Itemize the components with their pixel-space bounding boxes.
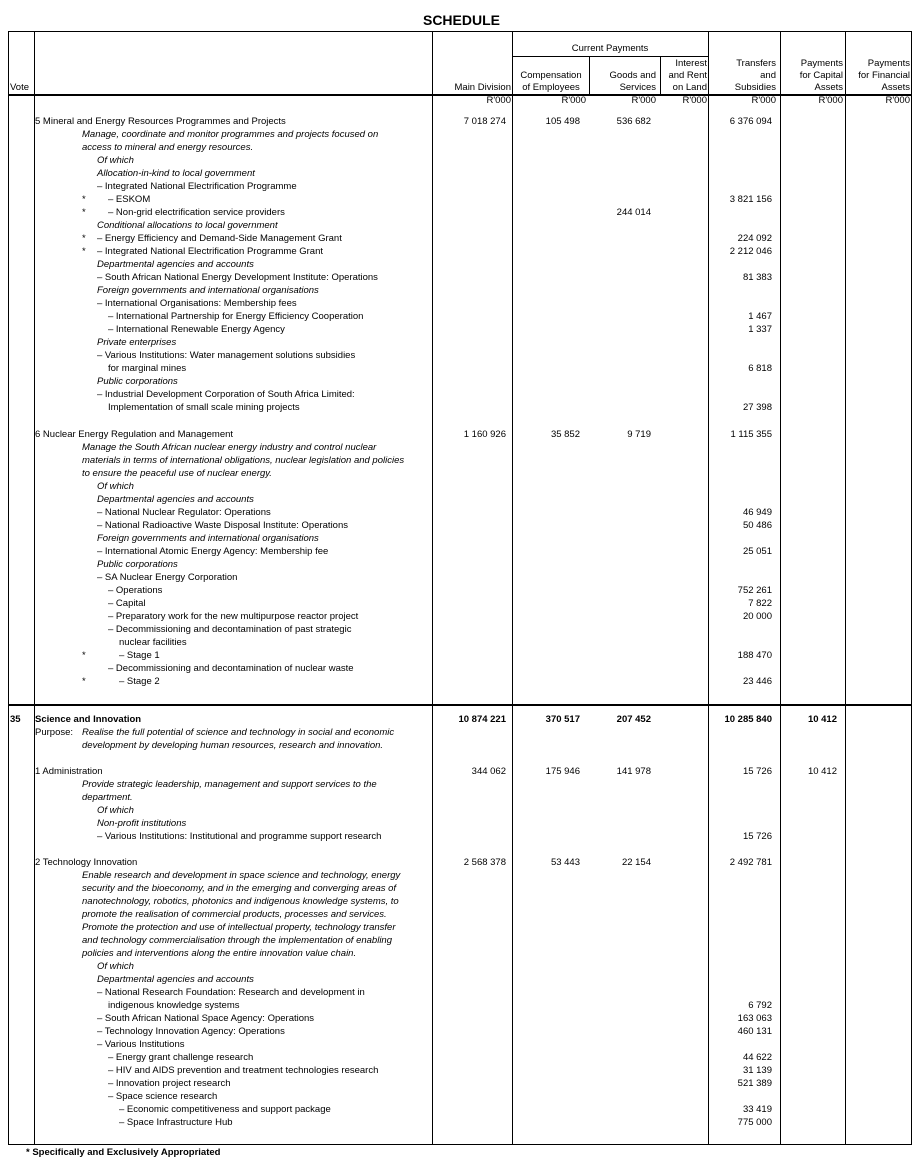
amount-cell: 44 622: [742, 1052, 772, 1063]
amount-cell: 35 852: [550, 429, 580, 440]
row-label: department.: [82, 792, 133, 803]
row-label: Non-profit institutions: [97, 818, 187, 829]
row-label: and technology commercialisation through the implementation of enabling: [82, 935, 392, 946]
column-rule: [432, 31, 433, 1145]
amount-cell: 6 818: [748, 363, 772, 374]
row-label: – Industrial Development Corporation of South Africa Limited:: [97, 389, 355, 400]
row-label: nuclear facilities: [119, 637, 187, 648]
row-label: Purpose:: [35, 727, 74, 738]
row-label: policies and interventions along the entire innovation value chain.: [82, 948, 357, 959]
row-label: Science and Innovation: [35, 714, 142, 725]
interest-rent-header: Interest and Rent on Land: [668, 58, 707, 93]
amount-cell: 1 467: [748, 311, 772, 322]
row-label: – National Radioactive Waste Disposal Institute: Operations: [97, 520, 348, 531]
amount-cell: 7 822: [748, 598, 772, 609]
amount-cell: 175 946: [545, 766, 580, 777]
row-label: Departmental agencies and accounts: [97, 259, 254, 270]
amount-cell: 10 412: [807, 766, 837, 777]
row-label: Of which: [97, 155, 134, 166]
row-label: 6 Nuclear Energy Regulation and Management: [35, 429, 234, 440]
row-label: – International Partnership for Energy Efficiency Cooperation: [108, 311, 364, 322]
row-label: Foreign governments and international organisations: [97, 533, 319, 544]
appropriation-marker: *: [82, 194, 86, 205]
amount-cell: 9 719: [627, 429, 651, 440]
unit-label: R'000: [682, 95, 707, 106]
amount-cell: 15 726: [742, 831, 772, 842]
amount-cell: 1 337: [748, 324, 772, 335]
appropriation-marker: *: [82, 246, 86, 257]
row-label: – Various Institutions: Water management solutions subsidies: [97, 350, 356, 361]
vote-number: 35: [10, 714, 21, 725]
purpose-text: Realise the full potential of science and technology in social and economic: [82, 727, 395, 738]
row-label: – Decommissioning and decontamination of nuclear waste: [108, 663, 354, 674]
amount-cell: 6 376 094: [729, 116, 772, 127]
row-label: – South African National Energy Development Institute: Operations: [97, 272, 378, 283]
row-label: – National Nuclear Regulator: Operations: [97, 507, 271, 518]
row-label: Of which: [97, 961, 134, 972]
row-label: 5 Mineral and Energy Resources Programmes and Projects: [35, 116, 286, 127]
row-label: – International Renewable Energy Agency: [108, 324, 285, 335]
amount-cell: 15 726: [742, 766, 772, 777]
row-label: Of which: [97, 805, 134, 816]
row-label: Public corporations: [97, 376, 178, 387]
row-label: – Capital: [108, 598, 146, 609]
amount-cell: 50 486: [742, 520, 772, 531]
row-label: Private enterprises: [97, 337, 177, 348]
amount-cell: 224 092: [737, 233, 772, 244]
amount-cell: 6 792: [748, 1000, 772, 1011]
row-label: promote the realisation of commercial products, processes and services.: [82, 909, 387, 920]
amount-cell: 10 874 221: [458, 714, 506, 725]
unit-label: R'000: [885, 95, 910, 106]
row-label: – Non-grid electrification service providers: [108, 207, 285, 218]
row-label: Enable research and development in space science and technology, energy: [82, 870, 401, 881]
amount-cell: 23 446: [742, 676, 772, 687]
row-label: – International Organisations: Membership fees: [97, 298, 297, 309]
amount-cell: 3 821 156: [729, 194, 772, 205]
amount-cell: 244 014: [616, 207, 651, 218]
amount-cell: 81 383: [742, 272, 772, 283]
row-label: 2 Technology Innovation: [35, 857, 138, 868]
row-label: – Innovation project research: [108, 1078, 231, 1089]
section-separator: [8, 704, 912, 706]
row-label: materials in terms of international obligations, nuclear legislation and policies: [82, 455, 405, 466]
unit-label: R'000: [631, 95, 656, 106]
amount-cell: 2 568 378: [463, 857, 506, 868]
current-payments-header: Current Payments: [571, 43, 649, 54]
column-rule: [780, 31, 781, 1145]
amount-cell: 775 000: [737, 1117, 772, 1128]
transfers-header: Transfers and Subsidies: [734, 58, 776, 93]
page-title: SCHEDULE: [422, 12, 500, 28]
row-label: – Stage 2: [119, 676, 160, 687]
unit-label: R'000: [561, 95, 586, 106]
vote-header: Vote: [10, 82, 30, 93]
row-label: – Stage 1: [119, 650, 160, 661]
row-label: – Technology Innovation Agency: Operations: [97, 1026, 285, 1037]
amount-cell: 521 389: [737, 1078, 772, 1089]
row-label: – Operations: [108, 585, 163, 596]
row-label: – South African National Space Agency: Operations: [97, 1013, 315, 1024]
row-label: – SA Nuclear Energy Corporation: [97, 572, 238, 583]
amount-cell: 752 261: [737, 585, 772, 596]
amount-cell: 53 443: [550, 857, 580, 868]
row-label: Provide strategic leadership, management and support services to the: [82, 779, 377, 790]
main-division-header: Main Division: [454, 82, 511, 93]
row-label: Public corporations: [97, 559, 178, 570]
column-rule: [34, 31, 35, 1145]
column-rule: [512, 31, 513, 1145]
amount-cell: 1 115 355: [730, 429, 772, 440]
amount-cell: 370 517: [545, 714, 580, 725]
row-label: to ensure the peaceful use of nuclear energy.: [82, 468, 272, 479]
appropriation-marker: *: [82, 233, 86, 244]
row-label: development by developing human resources, research and innovation.: [82, 740, 384, 751]
compensation-header: Compensation of Employees: [520, 70, 582, 93]
amount-cell: 2 212 046: [729, 246, 772, 257]
row-label: – Energy grant challenge research: [108, 1052, 254, 1063]
row-label: – Various Institutions: Institutional and programme support research: [97, 831, 382, 842]
row-label: access to mineral and energy resources.: [82, 142, 254, 153]
amount-cell: 31 139: [742, 1065, 772, 1076]
amount-cell: 207 452: [616, 714, 651, 725]
row-label: for marginal mines: [108, 363, 187, 374]
row-label: – Preparatory work for the new multipurpose reactor project: [108, 611, 359, 622]
current-payments-rule: [512, 56, 708, 57]
row-label: – Integrated National Electrification Programme: [97, 181, 297, 192]
unit-label: R'000: [751, 95, 776, 106]
row-label: – HIV and AIDS prevention and treatment technologies research: [108, 1065, 379, 1076]
row-label: – International Atomic Energy Agency: Membership fee: [97, 546, 329, 557]
amount-cell: 46 949: [742, 507, 772, 518]
row-label: – Various Institutions: [97, 1039, 185, 1050]
amount-cell: 536 682: [616, 116, 651, 127]
appropriation-marker: *: [82, 676, 86, 687]
amount-cell: 20 000: [742, 611, 772, 622]
unit-label: R'000: [818, 95, 843, 106]
goods-services-header: Goods and Services: [609, 70, 656, 93]
amount-cell: 7 018 274: [463, 116, 506, 127]
row-label: – Integrated National Electrification Programme Grant: [97, 246, 323, 257]
amount-cell: 27 398: [742, 402, 772, 413]
amount-cell: 163 063: [737, 1013, 772, 1024]
row-label: Of which: [97, 481, 134, 492]
amount-cell: 344 062: [471, 766, 506, 777]
amount-cell: 188 470: [737, 650, 772, 661]
row-label: Manage, coordinate and monitor programmes and projects focused on: [82, 129, 379, 140]
row-label: indigenous knowledge systems: [108, 1000, 240, 1011]
row-label: – Decommissioning and decontamination of past strategic: [108, 624, 352, 635]
appropriation-marker: *: [82, 207, 86, 218]
unit-label: R'000: [486, 95, 511, 106]
row-label: Conditional allocations to local government: [97, 220, 278, 231]
row-label: – Space Infrastructure Hub: [119, 1117, 233, 1128]
row-label: Implementation of small scale mining projects: [108, 402, 300, 413]
amount-cell: 25 051: [742, 546, 772, 557]
financial-assets-header: Payments for Financial Assets: [858, 58, 910, 93]
column-rule: [845, 31, 846, 1145]
row-label: Promote the protection and use of intellectual property, technology transfer: [82, 922, 396, 933]
footnote: * Specifically and Exclusively Appropriated: [26, 1147, 221, 1158]
row-label: Departmental agencies and accounts: [97, 494, 254, 505]
row-label: – National Research Foundation: Research and development in: [97, 987, 365, 998]
row-label: – Economic competitiveness and support package: [119, 1104, 331, 1115]
amount-cell: 22 154: [621, 857, 651, 868]
row-label: Allocation-in-kind to local government: [97, 168, 255, 179]
amount-cell: 141 978: [616, 766, 651, 777]
row-label: Foreign governments and international organisations: [97, 285, 319, 296]
amount-cell: 460 131: [737, 1026, 772, 1037]
row-label: – Energy Efficiency and Demand-Side Management Grant: [97, 233, 342, 244]
amount-cell: 10 412: [807, 714, 837, 725]
capital-assets-header: Payments for Capital Assets: [799, 58, 843, 93]
row-label: Manage the South African nuclear energy industry and control nuclear: [82, 442, 377, 453]
row-label: – Space science research: [108, 1091, 218, 1102]
amount-cell: 10 285 840: [724, 714, 772, 725]
amount-cell: 1 160 926: [463, 429, 506, 440]
appropriation-marker: *: [82, 650, 86, 661]
row-label: security and the bioeconomy, and in the emerging and converging areas of: [82, 883, 397, 894]
amount-cell: 105 498: [545, 116, 580, 127]
row-label: 1 Administration: [35, 766, 103, 777]
row-label: – ESKOM: [108, 194, 151, 205]
row-label: Departmental agencies and accounts: [97, 974, 254, 985]
row-label: nanotechnology, robotics, photonics and indigenous knowledge systems, to: [82, 896, 399, 907]
amount-cell: 2 492 781: [729, 857, 772, 868]
amount-cell: 33 419: [742, 1104, 772, 1115]
